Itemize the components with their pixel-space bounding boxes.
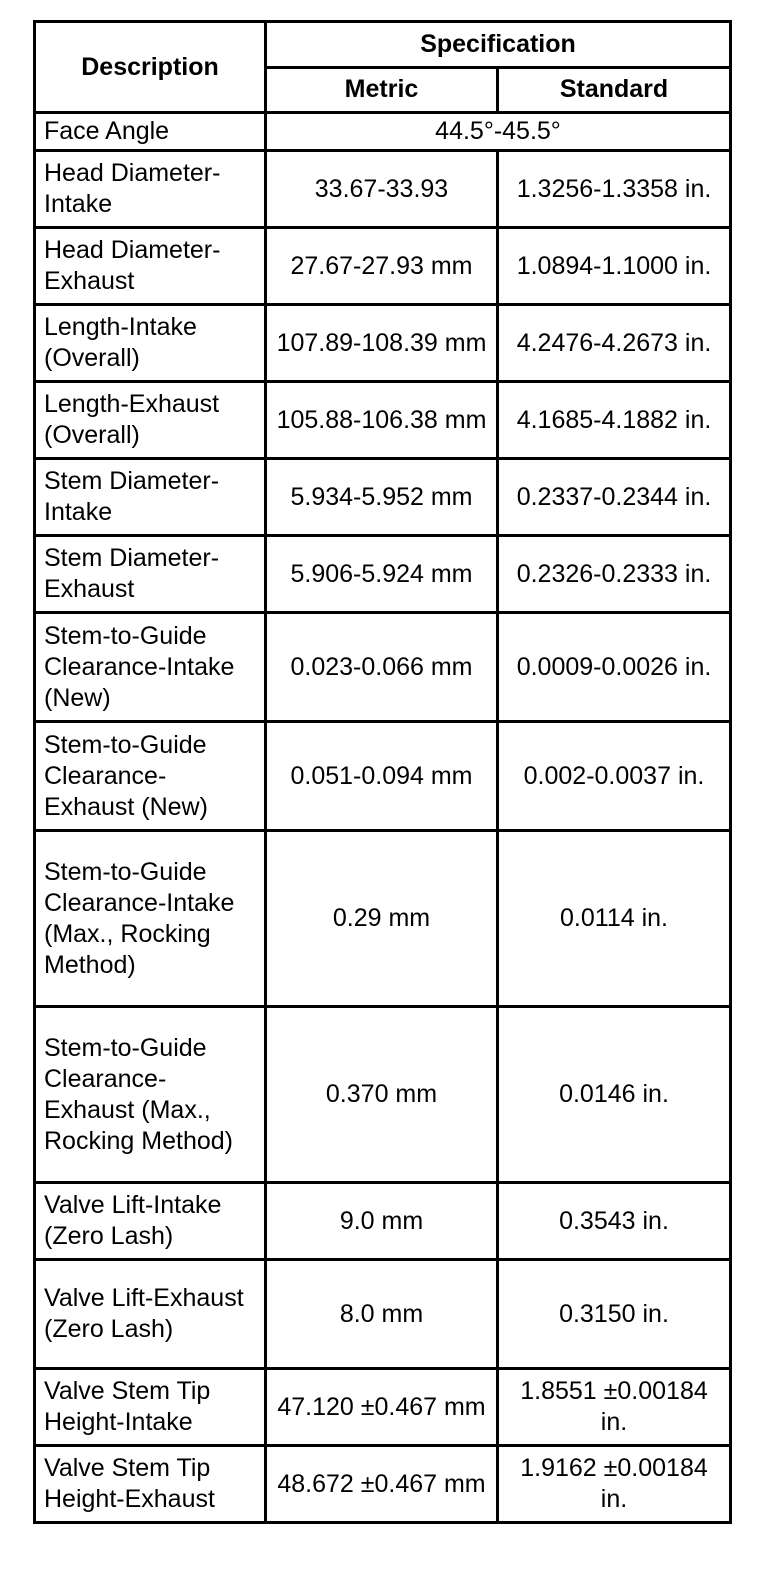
table-row	[35, 1446, 731, 1523]
row-description: Valve Lift-Exhaust (Zero Lash)	[35, 1260, 266, 1369]
row-standard-value: 0.002-0.0037 in.	[498, 722, 731, 831]
row-standard-value: 0.2337-0.2344 in.	[498, 459, 731, 536]
row-metric-value: 47.120 ±0.467 mm	[266, 1369, 498, 1446]
row-description: Valve Lift-Intake (Zero Lash)	[35, 1183, 266, 1260]
row-description: Head Diameter-Exhaust	[35, 228, 266, 305]
row-metric-value: 27.67-27.93 mm	[266, 228, 498, 305]
table-row	[35, 1260, 731, 1369]
row-metric-value: 5.934-5.952 mm	[266, 459, 498, 536]
table-row	[35, 536, 731, 613]
table-row	[35, 722, 731, 831]
row-description: Stem-to-Guide Clearance-Exhaust (New)	[35, 722, 266, 831]
row-standard-value: 0.2326-0.2333 in.	[498, 536, 731, 613]
table-row	[35, 831, 731, 1007]
row-description: Valve Stem Tip Height-Intake	[35, 1369, 266, 1446]
table-row	[35, 459, 731, 536]
row-metric-value: 0.29 mm	[266, 831, 498, 1007]
row-metric-value: 33.67-33.93	[266, 151, 498, 228]
row-standard-value: 0.0009-0.0026 in.	[498, 613, 731, 722]
row-metric-value: 105.88-106.38 mm	[266, 382, 498, 459]
row-description: Head Diameter-Intake	[35, 151, 266, 228]
table-row	[35, 1369, 731, 1446]
row-combined-value: 44.5°-45.5°	[266, 113, 731, 151]
row-standard-value: 0.3543 in.	[498, 1183, 731, 1260]
row-metric-value: 48.672 ±0.467 mm	[266, 1446, 498, 1523]
specification-header: Specification	[266, 22, 731, 68]
table-row	[35, 228, 731, 305]
row-metric-value: 107.89-108.39 mm	[266, 305, 498, 382]
row-standard-value: 1.3256-1.3358 in.	[498, 151, 731, 228]
row-description: Face Angle	[35, 113, 266, 151]
row-metric-value: 0.051-0.094 mm	[266, 722, 498, 831]
row-description: Valve Stem Tip Height-Exhaust	[35, 1446, 266, 1523]
row-description: Length-Exhaust (Overall)	[35, 382, 266, 459]
description-header: Description	[35, 22, 266, 113]
row-description: Stem-to-Guide Clearance-Intake (New)	[35, 613, 266, 722]
row-metric-value: 9.0 mm	[266, 1183, 498, 1260]
table-row	[35, 113, 731, 151]
header-row	[35, 22, 731, 68]
row-standard-value: 1.8551 ±0.00184 in.	[498, 1369, 731, 1446]
row-standard-value: 0.3150 in.	[498, 1260, 731, 1369]
row-description: Stem-to-Guide Clearance-Intake (Max., Rocking Method)	[35, 831, 266, 1007]
table-row	[35, 613, 731, 722]
row-standard-value: 4.2476-4.2673 in.	[498, 305, 731, 382]
table-row	[35, 1183, 731, 1260]
row-metric-value: 0.023-0.066 mm	[266, 613, 498, 722]
table-row	[35, 1007, 731, 1183]
row-standard-value: 1.0894-1.1000 in.	[498, 228, 731, 305]
row-standard-value: 4.1685-4.1882 in.	[498, 382, 731, 459]
standard-header: Standard	[498, 67, 731, 113]
row-metric-value: 5.906-5.924 mm	[266, 536, 498, 613]
table-row	[35, 382, 731, 459]
row-metric-value: 8.0 mm	[266, 1260, 498, 1369]
row-metric-value: 0.370 mm	[266, 1007, 498, 1183]
valve-specification-table	[33, 20, 732, 1524]
row-description: Stem Diameter-Exhaust	[35, 536, 266, 613]
row-standard-value: 1.9162 ±0.00184 in.	[498, 1446, 731, 1523]
row-description: Length-Intake (Overall)	[35, 305, 266, 382]
table-row	[35, 305, 731, 382]
metric-header: Metric	[266, 67, 498, 113]
row-standard-value: 0.0146 in.	[498, 1007, 731, 1183]
row-standard-value: 0.0114 in.	[498, 831, 731, 1007]
row-description: Stem-to-Guide Clearance-Exhaust (Max., Rocking Method)	[35, 1007, 266, 1183]
table-row	[35, 151, 731, 228]
row-description: Stem Diameter-Intake	[35, 459, 266, 536]
